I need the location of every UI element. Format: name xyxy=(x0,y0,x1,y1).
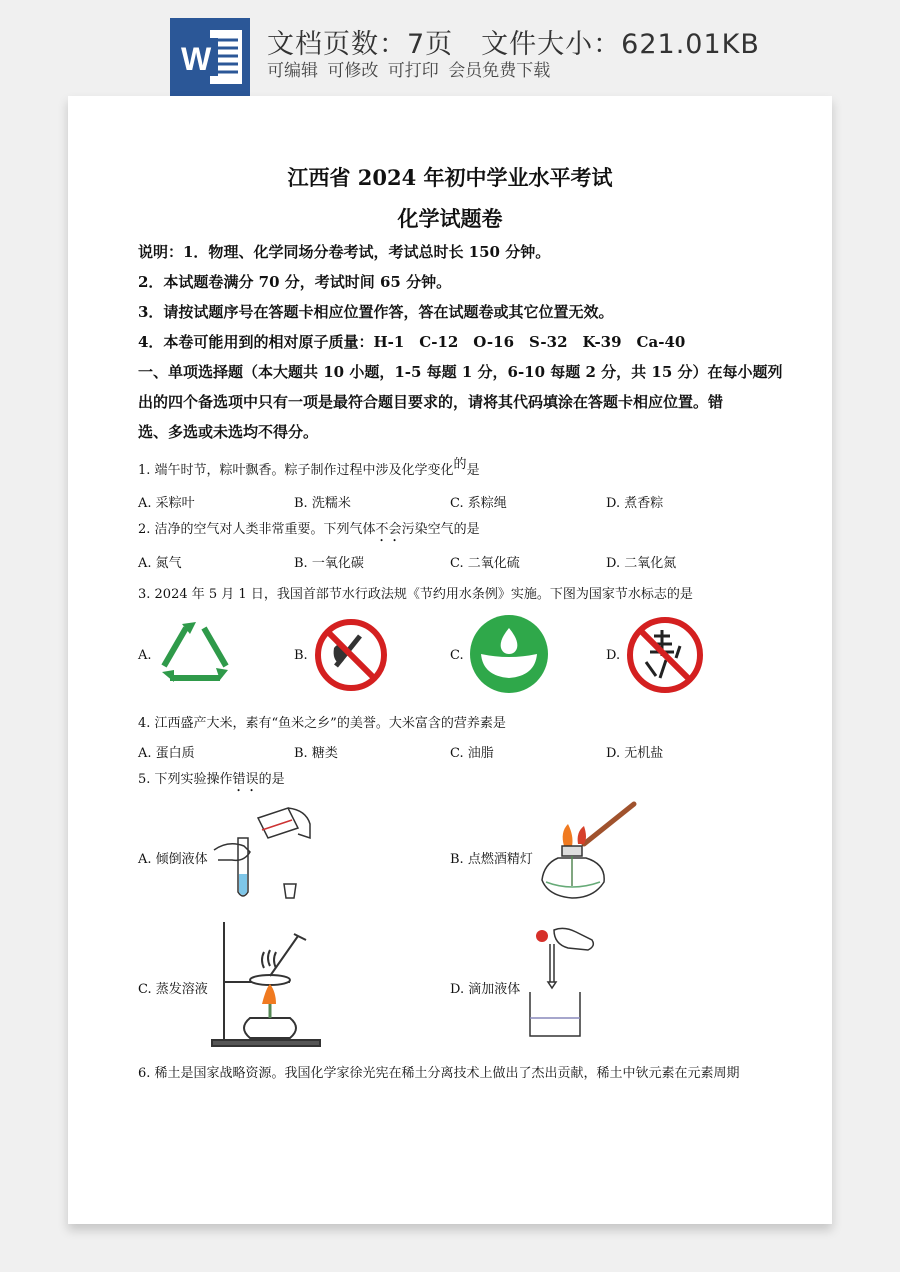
question-4-stem: 4. 江西盛产大米，素有“鱼米之乡”的美誉。大米富含的营养素是 xyxy=(138,716,506,731)
exam-page xyxy=(68,96,832,1224)
download-banner xyxy=(0,0,900,96)
question-6-stem: 6. 稀土是国家战略资源。我国化学家徐光宪在稀土分离技术上做出了杰出贡献，稀土中钬元素在元素周期 xyxy=(138,1066,740,1081)
page-title: 江西省 2024 年初中学业水平考试 xyxy=(287,165,613,190)
option-a: A. xyxy=(138,648,152,663)
option-d: D. 无机盐 xyxy=(606,746,664,761)
no-logging-sign-icon xyxy=(626,616,704,694)
question-3-stem: 3. 2024 年 5 月 1 日，我国首部节水行政法规《节约用水条例》实施。下图为国家节水标志的是 xyxy=(138,587,693,602)
option-b: B. xyxy=(294,648,308,663)
word-document-icon xyxy=(170,18,250,96)
option-d: D. 二氧化氮 xyxy=(606,556,677,571)
document-actions: 可编辑 可修改 可打印 会员免费下载 xyxy=(267,61,551,81)
water-saving-logo-icon xyxy=(469,614,549,694)
option-c: C. 二氧化硫 xyxy=(450,556,520,571)
option-a: A. 蛋白质 xyxy=(138,746,195,761)
note-line: 3．请按试题序号在答题卡相应位置作答，答在试题卷或其它位置无效。 xyxy=(138,303,614,321)
evaporation-setup-illustration-icon xyxy=(210,918,322,1048)
option-b: B. 点燃酒精灯 xyxy=(450,852,533,867)
option-b: B. 洗糯米 xyxy=(294,496,351,511)
option-c: C. 系粽绳 xyxy=(450,496,507,511)
dropping-liquid-illustration-icon xyxy=(524,926,616,1044)
section-heading: 出的四个备选项中只有一项是最符合题目要求的，请将其代码填涂在答题卡相应位置。错 xyxy=(138,393,724,411)
option-a: A. 倾倒液体 xyxy=(138,852,208,867)
question-5-stem: 5. 下列实验操作错误的是 xyxy=(138,772,285,787)
option-d: D. xyxy=(606,648,621,663)
section-heading: 一、单项选择题（本大题共 10 小题，1-5 每题 1 分，6-10 每题 2 分，共 15 分）在每小题列 xyxy=(138,363,783,381)
question-1-stem: 1. 端午时节，粽叶飘香。粽子制作过程中涉及化学变化的是 xyxy=(138,457,480,478)
svg-text:W: W xyxy=(181,41,212,77)
option-a: A. 采粽叶 xyxy=(138,496,195,511)
pouring-liquid-illustration-icon xyxy=(210,804,314,908)
note-line: 说明：1．物理、化学同场分卷考试，考试总时长 150 分钟。 xyxy=(138,243,551,261)
option-b: B. 一氧化碳 xyxy=(294,556,364,571)
option-d: D. 滴加液体 xyxy=(450,982,521,997)
lighting-alcohol-lamp-illustration-icon xyxy=(534,798,644,908)
no-fire-sign-icon xyxy=(314,618,388,692)
option-c: C. xyxy=(450,648,464,663)
document-info: 文档页数：7页 文件大小：621.01KB xyxy=(267,29,760,60)
recycling-symbol-icon xyxy=(156,620,234,686)
question-2-stem: 2. 洁净的空气对人类非常重要。下列气体不会污染空气的是 xyxy=(138,522,480,537)
section-heading: 选、多选或未选均不得分。 xyxy=(138,423,319,441)
option-c: C. 油脂 xyxy=(450,746,494,761)
page-subtitle: 化学试题卷 xyxy=(397,206,503,231)
option-d: D. 煮香粽 xyxy=(606,496,664,511)
option-a: A. 氮气 xyxy=(138,556,182,571)
note-line: 4．本卷可能用到的相对原子质量：H-1 C-12 O-16 S-32 K-39 Ca-40 xyxy=(138,333,686,351)
option-b: B. 糖类 xyxy=(294,746,338,761)
note-line: 2．本试题卷满分 70 分，考试时间 65 分钟。 xyxy=(138,273,452,291)
option-c: C. 蒸发溶液 xyxy=(138,982,208,997)
